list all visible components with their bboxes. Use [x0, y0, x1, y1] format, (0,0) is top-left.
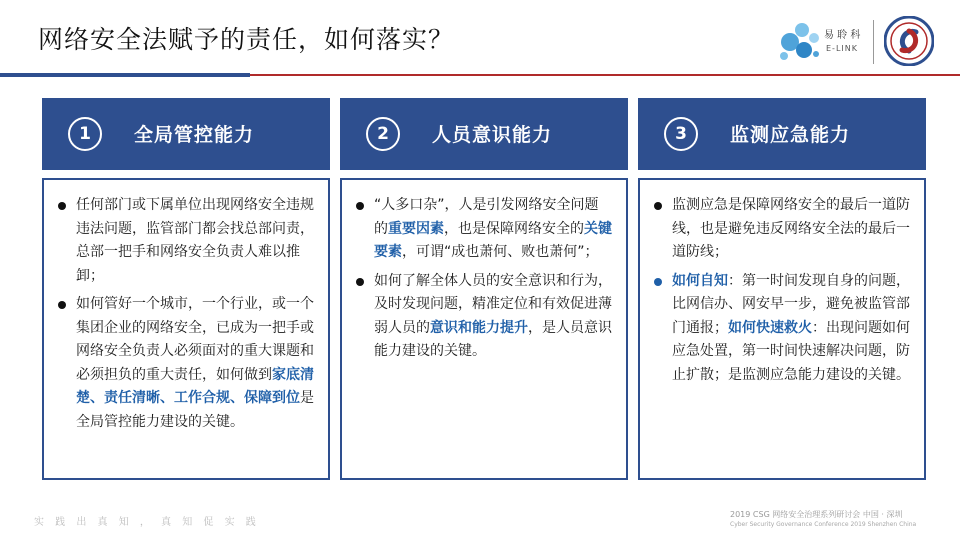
- bullet-dot-icon: [58, 202, 66, 210]
- bullet-item: [58, 194, 314, 288]
- bullet-dot-icon: [654, 202, 662, 210]
- logo-text-en: E-LINK: [826, 44, 858, 53]
- bullet-dot-icon: [58, 301, 66, 309]
- bullet-text: ：第一时间发现自身的问题，比网信办、网安早一步，避免被监管部门通报；: [672, 272, 910, 336]
- card-heading: 监测应急能力: [730, 124, 851, 146]
- bullet-dot-icon: [356, 278, 364, 286]
- bullet-text: ，可谓“成也萧何、败也萧何”；: [402, 244, 599, 260]
- bullet-list: [356, 194, 612, 369]
- bullet-highlight: 如何自知: [672, 272, 728, 289]
- bullet-text: ，是人员意识能力建设的关键。: [374, 319, 612, 359]
- conference-seal: [884, 16, 934, 66]
- bullet-highlight: 意识和能力提升: [430, 319, 528, 336]
- logo-divider: [873, 20, 874, 64]
- title-underline-blue: [0, 73, 250, 77]
- bullet-text: 如何了解全体人员的安全意识和行为，及时发现问题，精准定位和有效促进薄弱人员的: [374, 272, 612, 336]
- bullet-text: ，也是保障网络安全的: [444, 220, 584, 237]
- bullet-text: 任何部门或下属单位出现网络安全违规违法问题，监管部门都会找总部问责，总部一把手和网络安全负责人难以推卸；: [76, 197, 314, 284]
- bullet-item: [58, 293, 314, 434]
- card-heading: 人员意识能力: [432, 124, 553, 146]
- card-number-badge: 2: [366, 117, 400, 151]
- bullet-text: “人多口杂”，人是引发网络安全问题的: [374, 197, 599, 237]
- card-body-personnel-awareness: [340, 178, 628, 480]
- card-header-global-control: [42, 98, 330, 170]
- bullet-list: [58, 194, 314, 439]
- bullet-text: 是全局管控能力建设的关键。: [76, 390, 314, 430]
- title-underline-red: [250, 74, 960, 76]
- bullet-item: [356, 194, 612, 265]
- footer-conference-en: Cyber Security Governance Conference 2019 Shenzhen China: [730, 521, 917, 528]
- footer-slogan: 实 践 出 真 知 ， 真 知 促 实 践: [34, 517, 260, 528]
- bullet-highlight: 关键要素: [374, 220, 612, 260]
- bullet-text: 如何管好一个城市，一个行业，或一个集团企业的网络安全，已成为一把手或网络安全负责人必须面对的重大课题和必须担负的重大责任，如何做到: [76, 296, 314, 383]
- card-number-badge: 3: [664, 117, 698, 151]
- seal-icon: [884, 16, 934, 66]
- slide-title: 网络安全法赋予的责任，如何落实？: [38, 25, 455, 54]
- card-body-global-control: [42, 178, 330, 480]
- bullet-text: 监测应急是保障网络安全的最后一道防线，也是避免违反网络安全法的最后一道防线；: [672, 197, 910, 260]
- bullet-highlight: 如何快速救火: [728, 319, 812, 336]
- card-number-badge: 1: [68, 117, 102, 151]
- bullet-dot-icon: [356, 202, 364, 210]
- bullet-item: [654, 270, 910, 388]
- card-header-monitoring-response: [638, 98, 926, 170]
- card-header-personnel-awareness: [340, 98, 628, 170]
- bullet-item: [356, 270, 612, 364]
- logo-text-cn: 易 聆 科: [824, 30, 861, 41]
- bullet-item: [654, 194, 910, 265]
- bullet-dot-icon: [654, 278, 662, 286]
- bullet-list: [654, 194, 910, 392]
- bullet-text: ：出现问题如何应急处置，第一时间快速解决问题，防止扩散；是监测应急能力建设的关键。: [672, 319, 910, 383]
- footer-conference-cn: 2019 CSG 网络安全治理系列研讨会 中国 · 深圳: [730, 510, 903, 519]
- card-heading: 全局管控能力: [134, 124, 255, 146]
- company-logo: [778, 18, 868, 66]
- bullet-highlight: 家底清楚、责任清晰、工作合规、保障到位: [76, 366, 314, 406]
- card-body-monitoring-response: [638, 178, 926, 480]
- bullet-highlight: 重要因素: [388, 220, 444, 237]
